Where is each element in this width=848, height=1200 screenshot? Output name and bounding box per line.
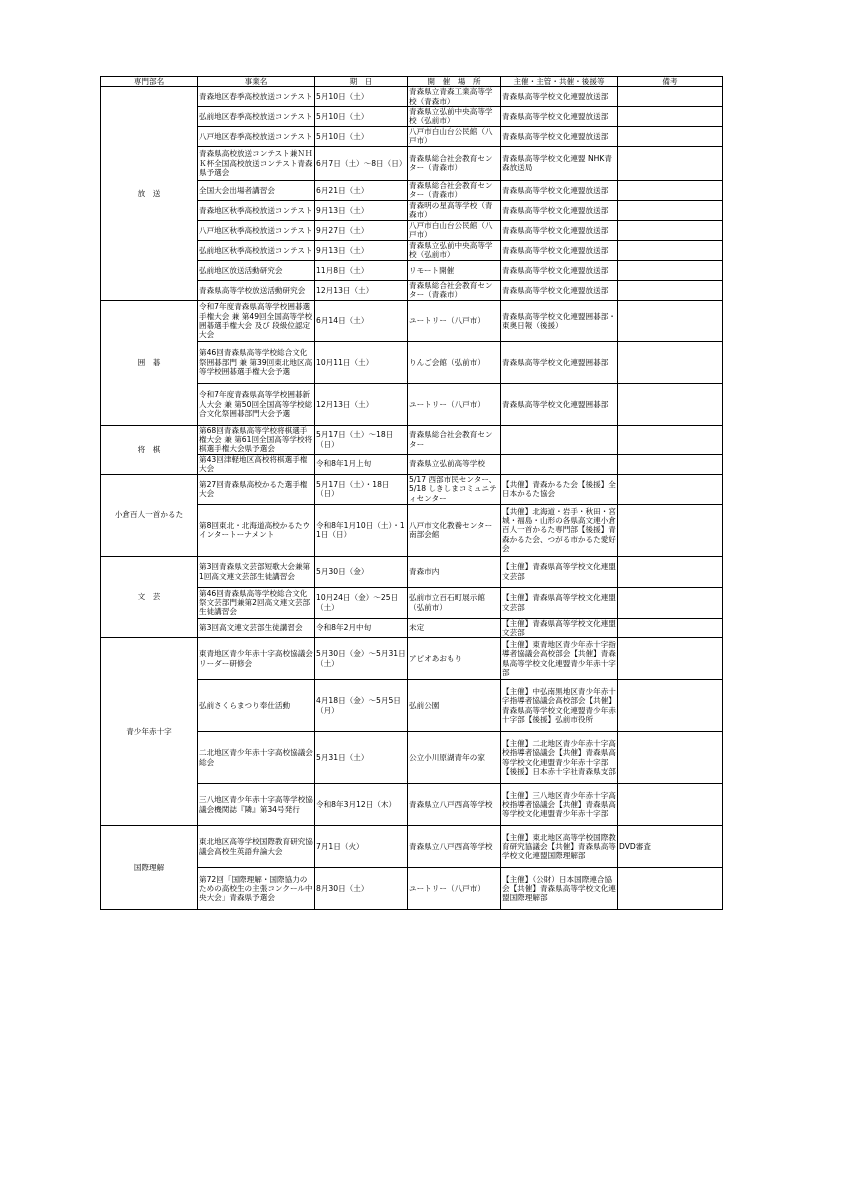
table-row bbox=[101, 638, 723, 680]
table-row bbox=[101, 300, 723, 341]
note-cell bbox=[618, 784, 723, 826]
organizer-cell: 青森県高等学校文化連盟放送部 bbox=[501, 280, 618, 300]
event-cell: 弘前地区春季高校放送コンテスト bbox=[198, 106, 315, 126]
organizer-cell: 【主催】中弘南黒地区青少年赤十字指導者協議会高校部会【共催】青森県高等学校文化連盟青少年赤十字部【後援】弘前市役所 bbox=[501, 680, 618, 732]
date-cell: 12月13日（土） bbox=[315, 280, 408, 300]
header-event: 事業名 bbox=[198, 77, 315, 87]
dept-cell: 青少年赤十字 bbox=[101, 638, 198, 826]
organizer-cell: 青森県高等学校文化連盟放送部 bbox=[501, 200, 618, 220]
date-cell: 5月17日（土）・18日（日） bbox=[315, 474, 408, 504]
table-row bbox=[101, 87, 723, 107]
note-cell bbox=[618, 383, 723, 425]
venue-cell: 青森県立弘前高等学校 bbox=[408, 454, 501, 474]
venue-cell: ユートリー（八戸市） bbox=[408, 383, 501, 425]
date-cell: 8月30日（土） bbox=[315, 868, 408, 910]
event-cell: 弘前地区秋季高校放送コンテスト bbox=[198, 240, 315, 260]
organizer-cell: 青森県高等学校文化連盟囲碁部 bbox=[501, 341, 618, 383]
note-cell bbox=[618, 87, 723, 107]
table-row bbox=[101, 474, 723, 504]
venue-cell: 5/17 西部市民センター、5/18 しきしまコミュニティセンター bbox=[408, 474, 501, 504]
note-cell bbox=[618, 732, 723, 784]
event-cell: 第46回青森県高等学校総合文化祭囲碁部門 兼 第39回東北地区高等学校囲碁選手権大会予選 bbox=[198, 341, 315, 383]
note-cell bbox=[618, 240, 723, 260]
dept-cell: 放 送 bbox=[101, 87, 198, 301]
note-cell bbox=[618, 618, 723, 638]
event-cell: 第68回青森県高等学校将棋選手権大会 兼 第61回全国高等学校将棋選手権大会県予選会 bbox=[198, 425, 315, 454]
organizer-cell: 青森県高等学校文化連盟放送部 bbox=[501, 240, 618, 260]
date-cell: 9月13日（土） bbox=[315, 200, 408, 220]
organizer-cell: 青森県高等学校文化連盟放送部 bbox=[501, 220, 618, 240]
venue-cell: 青森県立八戸西高等学校 bbox=[408, 784, 501, 826]
note-cell bbox=[618, 146, 723, 180]
organizer-cell bbox=[501, 454, 618, 474]
event-cell: 東北地区高等学校国際教育研究協議会高校生英語弁論大会 bbox=[198, 826, 315, 868]
venue-cell: 青森県総合社会教育センター（青森市） bbox=[408, 280, 501, 300]
note-cell bbox=[618, 220, 723, 240]
event-cell: 弘前さくらまつり奉仕活動 bbox=[198, 680, 315, 732]
note-cell bbox=[618, 280, 723, 300]
organizer-cell: 青森県高等学校文化連盟放送部 bbox=[501, 106, 618, 126]
table-row bbox=[101, 425, 723, 454]
header-date: 期 日 bbox=[315, 77, 408, 87]
date-cell: 令和8年3月12日（木） bbox=[315, 784, 408, 826]
event-cell: 青森県高等学校放送活動研究会 bbox=[198, 280, 315, 300]
venue-cell: ユートリー（八戸市） bbox=[408, 868, 501, 910]
venue-cell: りんご会館（弘前市） bbox=[408, 341, 501, 383]
event-cell: 令和7年度青森県高等学校囲碁選手権大会 兼 第49回全国高等学校囲碁選手権大会 及び 段級位認定大会 bbox=[198, 300, 315, 341]
event-cell: 青森地区秋季高校放送コンテスト bbox=[198, 200, 315, 220]
venue-cell: 青森県立青森工業高等学校（青森市） bbox=[408, 87, 501, 107]
schedule-body bbox=[101, 87, 723, 910]
date-cell: 6月21日（土） bbox=[315, 180, 408, 200]
table-row bbox=[101, 556, 723, 587]
organizer-cell: 青森県高等学校文化連盟放送部 bbox=[501, 260, 618, 280]
table-row bbox=[101, 826, 723, 868]
organizer-cell bbox=[501, 425, 618, 454]
venue-cell: 未定 bbox=[408, 618, 501, 638]
note-cell: DVD審査 bbox=[618, 826, 723, 868]
note-cell bbox=[618, 200, 723, 220]
event-cell: 第46回青森県高等学校総合文化祭文芸部門兼第2回高文連文芸部生徒講習会 bbox=[198, 587, 315, 618]
note-cell bbox=[618, 260, 723, 280]
organizer-cell: 青森県高等学校文化連盟放送部 bbox=[501, 126, 618, 146]
organizer-cell: 【共催】北海道・岩手・秋田・宮城・福島・山形の各県高文連小倉百人一首かるた専門部【後援】青森かるた会、つがる市かるた愛好会 bbox=[501, 504, 618, 556]
event-cell: 三八地区青少年赤十字高等学校協議会機関誌『隣』第34号発行 bbox=[198, 784, 315, 826]
organizer-cell: 青森県高等学校文化連盟囲碁部・東奥日報（後援） bbox=[501, 300, 618, 341]
venue-cell: 弘前公園 bbox=[408, 680, 501, 732]
schedule-table bbox=[100, 76, 723, 910]
event-cell: 第3回青森県文芸部短歌大会兼第1回高文連文芸部生徒講習会 bbox=[198, 556, 315, 587]
note-cell bbox=[618, 341, 723, 383]
venue-cell: 公立小川原湖青年の家 bbox=[408, 732, 501, 784]
date-cell: 9月13日（土） bbox=[315, 240, 408, 260]
organizer-cell: 【主催】青森県高等学校文化連盟文芸部 bbox=[501, 556, 618, 587]
note-cell bbox=[618, 587, 723, 618]
venue-cell: 青森県立弘前中央高等学校（弘前市） bbox=[408, 106, 501, 126]
note-cell bbox=[618, 180, 723, 200]
venue-cell: 青森県立弘前中央高等学校（弘前市） bbox=[408, 240, 501, 260]
organizer-cell: 【主催】東青地区青少年赤十字指導者協議会高校部会【共催】青森県高等学校文化連盟青少年赤十字部 bbox=[501, 638, 618, 680]
note-cell bbox=[618, 106, 723, 126]
venue-cell: 青森明の星高等学校（青森市） bbox=[408, 200, 501, 220]
organizer-cell: 【主催】（公財）日本国際連合協会【共催】青森県高等学校文化連盟国際理解部 bbox=[501, 868, 618, 910]
event-cell: 第8回東北・北海道高校かるたウインタートーナメント bbox=[198, 504, 315, 556]
organizer-cell: 【主催】三八地区青少年赤十字高校指導者協議会【共催】青森県高等学校文化連盟青少年赤十字部 bbox=[501, 784, 618, 826]
organizer-cell: 青森県高等学校文化連盟 NHK青森放送局 bbox=[501, 146, 618, 180]
note-cell bbox=[618, 454, 723, 474]
note-cell bbox=[618, 556, 723, 587]
date-cell: 6月7日（土）～8日（日） bbox=[315, 146, 408, 180]
venue-cell: 八戸市文化教養センター南部会館 bbox=[408, 504, 501, 556]
event-cell: 青森県高校放送コンテスト兼ＮＨＫ杯全国高校放送コンテスト青森県予選会 bbox=[198, 146, 315, 180]
venue-cell: 青森県総合社会教育センター（青森市） bbox=[408, 180, 501, 200]
venue-cell: アピオあおもり bbox=[408, 638, 501, 680]
note-cell bbox=[618, 868, 723, 910]
dept-cell: 国際理解 bbox=[101, 826, 198, 910]
organizer-cell: 【主催】二北地区青少年赤十字高校指導者協議会【共催】青森県高等学校文化連盟青少年赤十字部【後援】日本赤十字社青森県支部 bbox=[501, 732, 618, 784]
date-cell: 令和8年2月中旬 bbox=[315, 618, 408, 638]
date-cell: 5月30日（金）～5月31日（土） bbox=[315, 638, 408, 680]
event-cell: 東青地区青少年赤十字高校協議会リーダー研修会 bbox=[198, 638, 315, 680]
organizer-cell: 【主催】東北地区高等学校国際教育研究協議会【共催】青森県高等学校文化連盟国際理解部 bbox=[501, 826, 618, 868]
dept-cell: 将 棋 bbox=[101, 425, 198, 474]
header-notes: 備考 bbox=[618, 77, 723, 87]
note-cell bbox=[618, 638, 723, 680]
dept-cell: 文 芸 bbox=[101, 556, 198, 638]
venue-cell: 弘前市立百石町展示館（弘前市） bbox=[408, 587, 501, 618]
organizer-cell: 【主催】青森県高等学校文化連盟文芸部 bbox=[501, 587, 618, 618]
date-cell: 11月8日（土） bbox=[315, 260, 408, 280]
event-cell: 八戸地区秋季高校放送コンテスト bbox=[198, 220, 315, 240]
date-cell: 5月17日（土）～18日（日） bbox=[315, 425, 408, 454]
date-cell: 5月10日（土） bbox=[315, 126, 408, 146]
organizer-cell: 【主催】青森県高等学校文化連盟文芸部 bbox=[502, 618, 616, 637]
event-cell: 第3回高文連文芸部生徒講習会 bbox=[198, 618, 315, 638]
event-cell: 第72回「国際理解・国際協力のための高校生の主張コンクール中央大会」青森県予選会 bbox=[198, 868, 315, 910]
date-cell: 6月14日（土） bbox=[315, 300, 408, 341]
event-cell: 全国大会出場者講習会 bbox=[198, 180, 315, 200]
header-venue: 開 催 場 所 bbox=[408, 77, 501, 87]
event-cell: 令和7年度青森県高等学校囲碁新人大会 兼 第50回全国高等学校総合文化祭囲碁部門大会予選 bbox=[198, 383, 315, 425]
event-cell: 弘前地区放送活動研究会 bbox=[198, 260, 315, 280]
date-cell: 5月31日（土） bbox=[315, 732, 408, 784]
date-cell: 令和8年1月上旬 bbox=[315, 454, 408, 474]
note-cell bbox=[618, 474, 723, 504]
header-organizer: 主催・主管・共催・後援等 bbox=[501, 77, 618, 87]
header-row bbox=[101, 77, 723, 87]
note-cell bbox=[618, 504, 723, 556]
venue-cell: 青森県総合社会教育センター bbox=[408, 425, 501, 454]
date-cell: 5月10日（土） bbox=[315, 106, 408, 126]
dept-cell: 囲 碁 bbox=[101, 300, 198, 425]
organizer-cell: 青森県高等学校文化連盟放送部 bbox=[501, 87, 618, 107]
event-cell: 第27回青森県高校かるた選手権大会 bbox=[198, 474, 315, 504]
date-cell: 9月27日（土） bbox=[315, 220, 408, 240]
date-cell: 7月1日（火） bbox=[315, 826, 408, 868]
organizer-cell: 青森県高等学校文化連盟囲碁部 bbox=[501, 383, 618, 425]
date-cell: 10月24日（金）～25日（土） bbox=[315, 587, 408, 618]
venue-cell: 八戸市白山台公民館（八戸市） bbox=[408, 126, 501, 146]
venue-cell: ユートリー（八戸市） bbox=[408, 300, 501, 341]
event-cell: 八戸地区春季高校放送コンテスト bbox=[198, 126, 315, 146]
note-cell bbox=[618, 300, 723, 341]
venue-cell: 青森県立八戸西高等学校 bbox=[408, 826, 501, 868]
venue-cell: 青森県総合社会教育センター（青森市） bbox=[408, 146, 501, 180]
note-cell bbox=[618, 425, 723, 454]
date-cell: 5月30日（金） bbox=[315, 556, 408, 587]
venue-cell: リモート開催 bbox=[408, 260, 501, 280]
event-cell: 青森地区春季高校放送コンテスト bbox=[198, 87, 315, 107]
header-dept: 専門部名 bbox=[101, 77, 198, 87]
date-cell: 5月10日（土） bbox=[315, 87, 408, 107]
note-cell bbox=[618, 126, 723, 146]
note-cell bbox=[618, 680, 723, 732]
date-cell: 4月18日（金）～5月5日（月） bbox=[315, 680, 408, 732]
date-cell: 12月13日（土） bbox=[315, 383, 408, 425]
organizer-cell: 青森県高等学校文化連盟放送部 bbox=[501, 180, 618, 200]
dept-cell: 小倉百人一首かるた bbox=[101, 474, 198, 556]
date-cell: 令和8年1月10日（土）・11日（日） bbox=[315, 504, 408, 556]
date-cell: 10月11日（土） bbox=[315, 341, 408, 383]
venue-cell: 青森市内 bbox=[408, 556, 501, 587]
venue-cell: 八戸市白山台公民館（八戸市） bbox=[408, 220, 501, 240]
event-cell: 二北地区青少年赤十字高校協議会総会 bbox=[198, 732, 315, 784]
event-cell: 第43回津軽地区高校将棋選手権大会 bbox=[198, 454, 315, 474]
organizer-cell: 【共催】青森かるた会【後援】全日本かるた協会 bbox=[501, 474, 618, 504]
